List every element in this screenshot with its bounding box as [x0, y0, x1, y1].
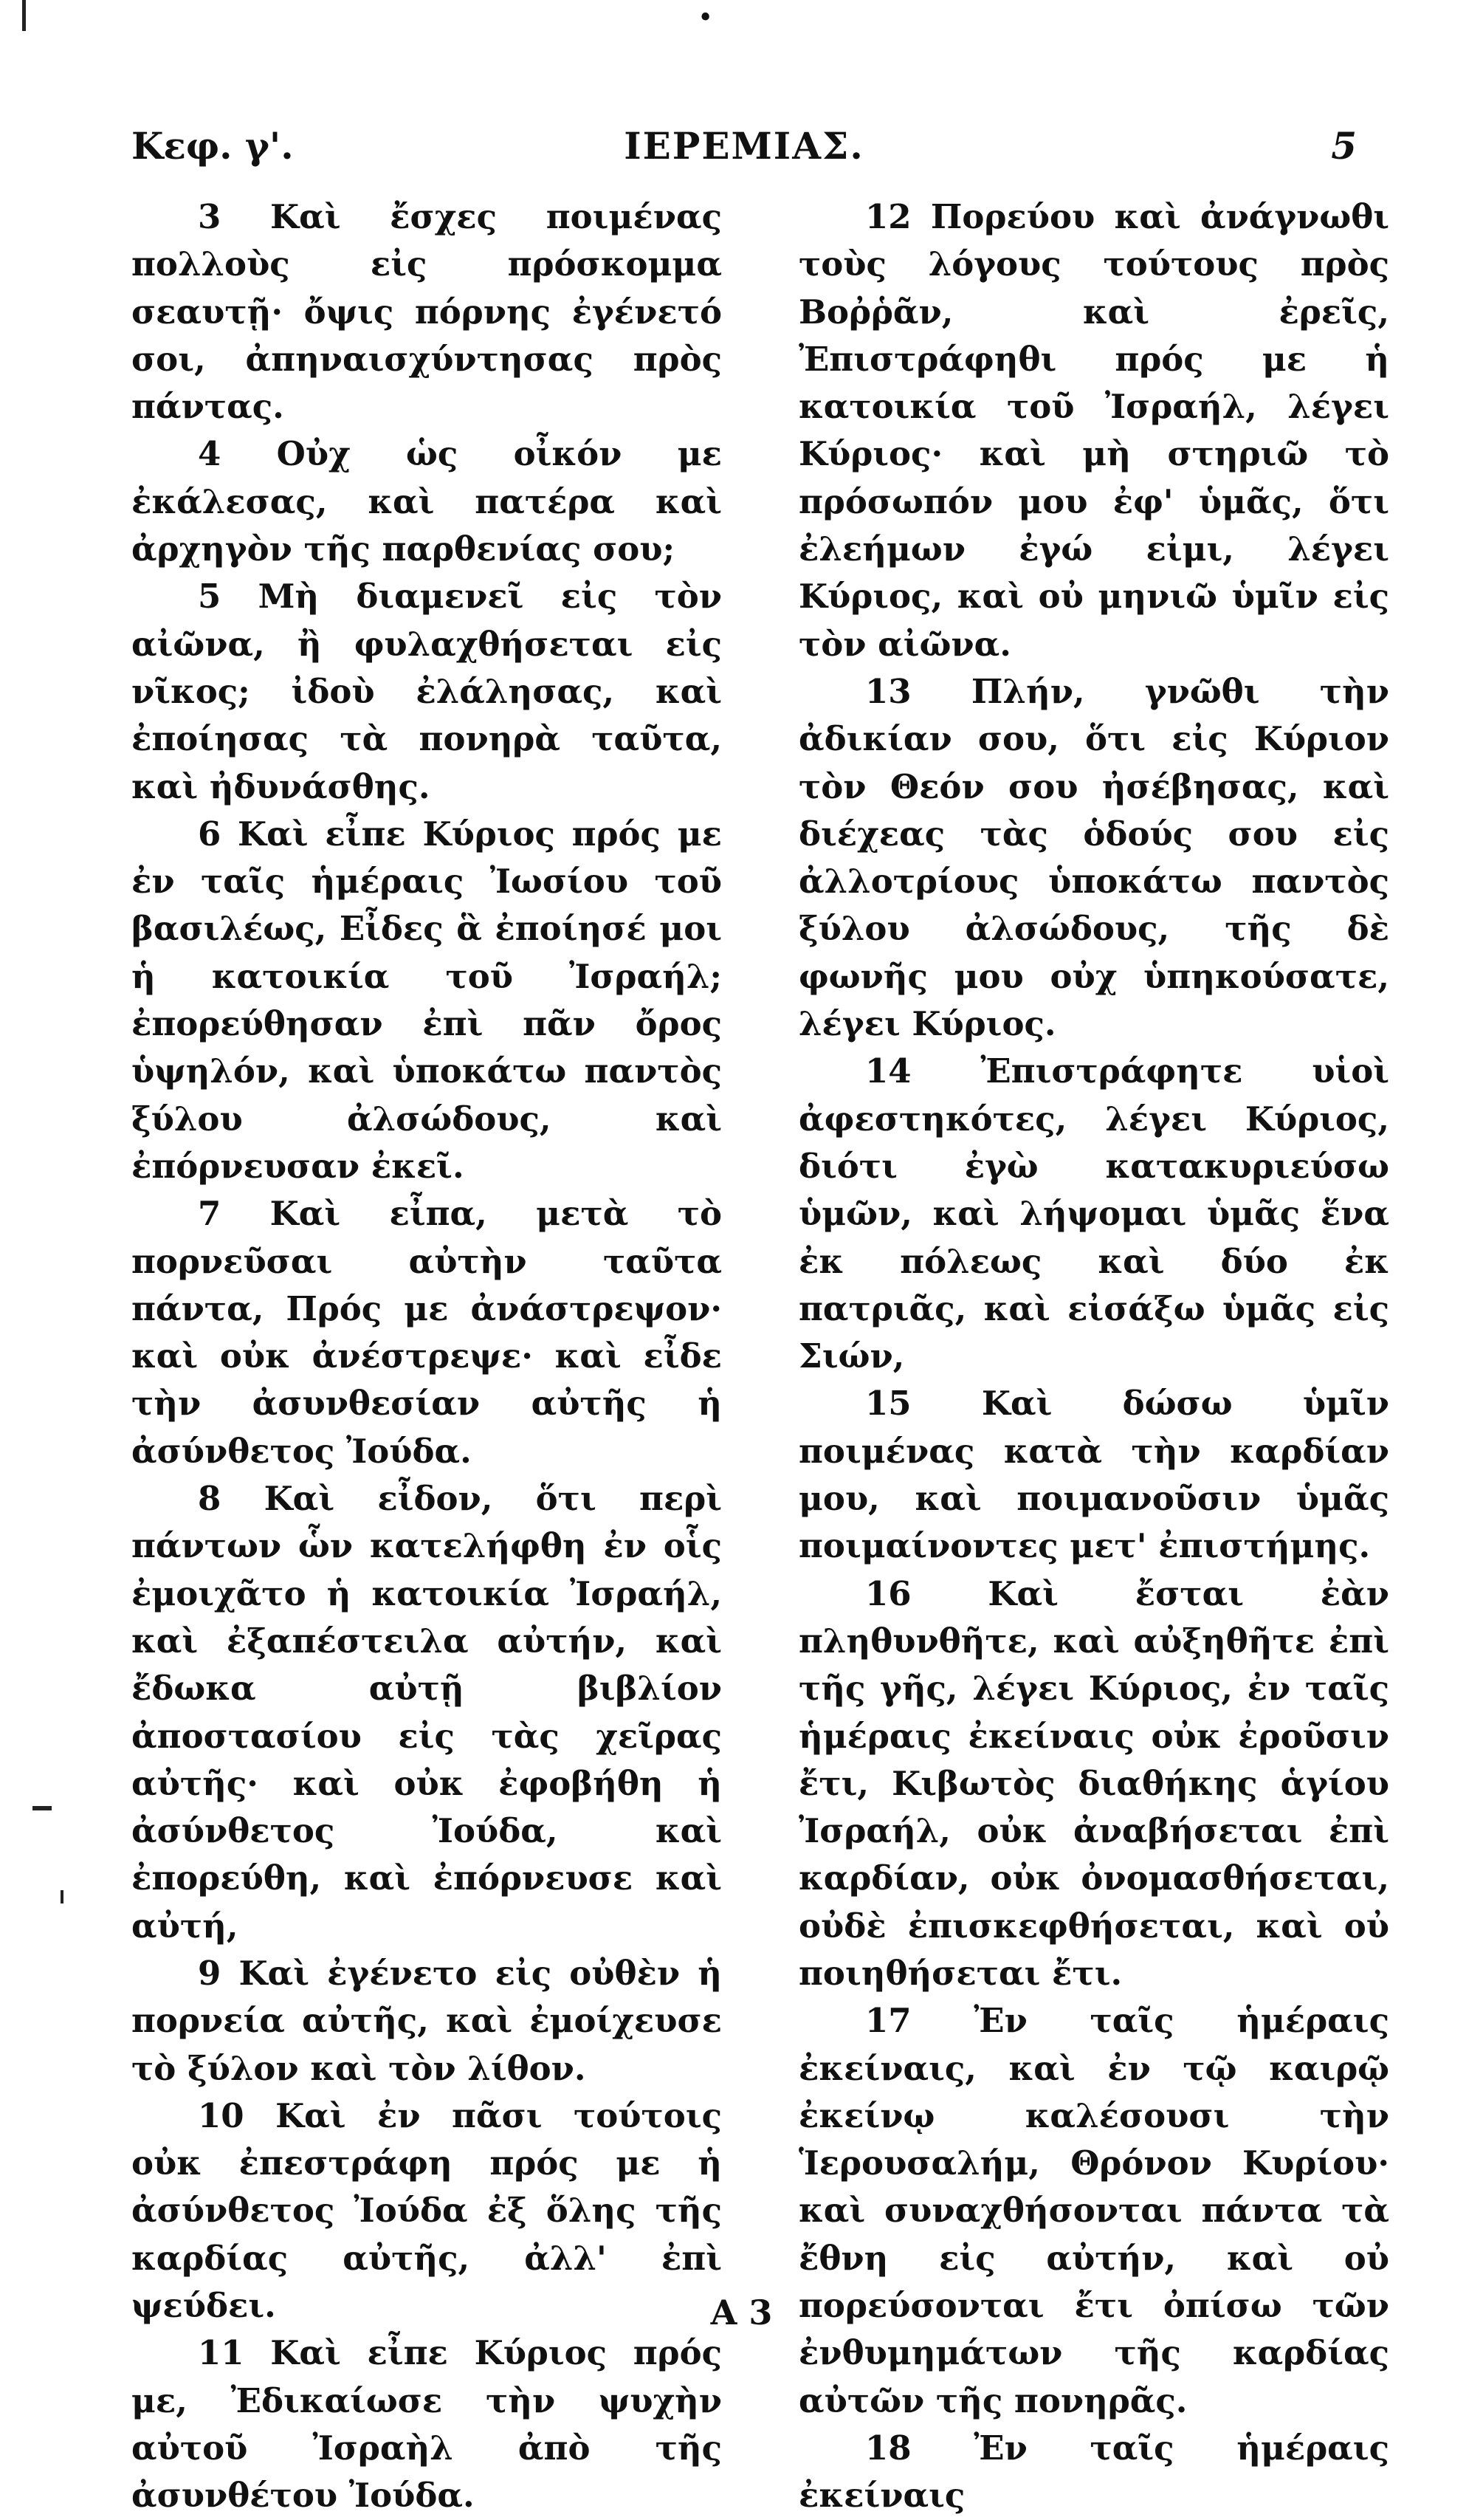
margin-tick	[61, 1890, 63, 1903]
verse-5: 5 Μὴ διαμενεῖ εἰς τὸν αἰῶνα, ἢ φυλαχθήσεται εἰς νῖκος; ἰδοὺ ἐλάλησας, καὶ ἐποίησας τὰ πονηρὰ ταῦτα, καὶ ἠδυνάσθης.	[131, 577, 722, 806]
chapter-label: Κεφ. γ'.	[131, 124, 294, 168]
verse-16: 16 Καὶ ἔσται ἐὰν πληθυνθῆτε, καὶ αὐξηθῆτε ἐπὶ τῆς γῆς, λέγει Κύριος, ἐν ταῖς ἡμέραις ἐκείναις οὐκ ἐροῦσιν ἔτι, Κιβωτὸς διαθήκης ἁγίου Ἰσραήλ, οὐκ ἀναβήσεται ἐπὶ καρδίαν, οὐκ ὀνομασθήσεται, οὐδὲ ἐπισκεφθήσεται, καὶ οὐ ποιηθήσεται ἔτι.	[799, 1573, 1389, 1993]
verse-3: 3 Καὶ ἔσχες ποιμένας πολλοὺς εἰς πρόσκομμα σεαυτῇ· ὄψις πόρνης ἐγένετό σοι, ἀπηναισχύντησας πρὸς πάντας.	[131, 197, 722, 427]
verse-17: 17 Ἐν ταῖς ἡμέραις ἐκείναις, καὶ ἐν τῷ καιρῷ ἐκείνῳ καλέσουσι τὴν Ἱερουσαλήμ, Θρόνον Κυρίου· καὶ συναχθήσονται πάντα τὰ ἔθνη εἰς αὐτήν, καὶ οὐ πορεύσονται ἔτι ὀπίσω τῶν ἐνθυμημάτων τῆς καρδίας αὐτῶν τῆς πονηρᾶς.	[799, 2001, 1389, 2420]
verse-7: 7 Καὶ εἶπα, μετὰ τὸ πορνεῦσαι αὐτὴν ταῦτα πάντα, Πρός με ἀνάστρεψον· καὶ οὐκ ἀνέστρεψε· καὶ εἶδε τὴν ἀσυνθεσίαν αὐτῆς ἡ ἀσύνθετος Ἰούδα.	[131, 1194, 722, 1471]
signature-mark: A 3	[710, 2293, 773, 2332]
running-header	[131, 117, 1357, 176]
left-column	[131, 193, 722, 2520]
verse-9: 9 Καὶ ἐγένετο εἰς οὐθὲν ἡ πορνεία αὐτῆς, καὶ ἐμοίχευσε τὸ ξύλον καὶ τὸν λίθον.	[131, 1953, 722, 2088]
verse-6: 6 Καὶ εἶπε Κύριος πρός με ἐν ταῖς ἡμέραις Ἰωσίου τοῦ βασιλέως, Εἶδες ἃ ἐποίησέ μοι ἡ κατοικία τοῦ Ἰσραήλ; ἐπορεύθησαν ἐπὶ πᾶν ὄρος ὑψηλόν, καὶ ὑποκάτω παντὸς ξύλου ἀλσώδους, καὶ ἐπόρνευσαν ἐκεῖ.	[131, 814, 722, 1186]
verse-14: 14 Ἐπιστράφητε υἱοὶ ἀφεστηκότες, λέγει Κύριος, διότι ἐγὼ κατακυριεύσω ὑμῶν, καὶ λήψομαι ὑμᾶς ἕνα ἐκ πόλεως καὶ δύο ἐκ πατριᾶς, καὶ εἰσάξω ὑμᾶς εἰς Σιών,	[799, 1051, 1389, 1376]
page-number: 5	[1331, 124, 1357, 168]
margin-dash	[32, 1806, 52, 1810]
verse-11: 11 Καὶ εἶπε Κύριος πρός με, Ἐδικαίωσε τὴν ψυχὴν αὐτοῦ Ἰσραὴλ ἀπὸ τῆς ἀσυνθέτου Ἰούδα.	[131, 2333, 722, 2516]
verse-18: 18 Ἐν ταῖς ἡμέραις ἐκείναις	[799, 2428, 1389, 2516]
verse-12: 12 Πορεύου καὶ ἀνάγνωθι τοὺς λόγους τούτους πρὸς Βοῤῥᾶν, καὶ ἐρεῖς, Ἐπιστράφηθι πρός με ἡ κατοικία τοῦ Ἰσραήλ, λέγει Κύριος· καὶ μὴ στηριῶ τὸ πρόσωπόν μου ἐφ' ὑμᾶς, ὅτι ἐλεήμων ἐγώ εἰμι, λέγει Κύριος, καὶ οὐ μηνιῶ ὑμῖν εἰς τὸν αἰῶνα.	[799, 197, 1389, 664]
verse-4: 4 Οὐχ ὡς οἶκόν με ἐκάλεσας, καὶ πατέρα καὶ ἀρχηγὸν τῆς παρθενίας σου;	[131, 434, 722, 569]
right-column	[799, 193, 1389, 2520]
book-title: ΙΕΡΕΜΙΑΣ.	[624, 124, 864, 168]
verse-10: 10 Καὶ ἐν πᾶσι τούτοις οὐκ ἐπεστράφη πρός με ἡ ἀσύνθετος Ἰούδα ἐξ ὅλης τῆς καρδίας αὐτῆς, ἀλλ' ἐπὶ ψεύδει.	[131, 2095, 722, 2326]
page-edge-line	[22, 0, 26, 31]
verse-13: 13 Πλήν, γνῶθι τὴν ἀδικίαν σου, ὅτι εἰς Κύριον τὸν Θεόν σου ἠσέβησας, καὶ διέχεας τὰς ὁδούς σου εἰς ἀλλοτρίους ὑποκάτω παντὸς ξύλου ἀλσώδους, τῆς δὲ φωνῆς μου οὐχ ὑπηκούσατε, λέγει Κύριος.	[799, 671, 1389, 1044]
verse-15: 15 Καὶ δώσω ὑμῖν ποιμένας κατὰ τὴν καρδίαν μου, καὶ ποιμανοῦσιν ὑμᾶς ποιμαίνοντες μετ' ἐπιστήμης.	[799, 1384, 1389, 1566]
verse-8: 8 Καὶ εἶδον, ὅτι περὶ πάντων ὧν κατελήφθη ἐν οἷς ἐμοιχᾶτο ἡ κατοικία Ἰσραήλ, καὶ ἐξαπέστειλα αὐτήν, καὶ ἔδωκα αὐτῇ βιβλίον ἀποστασίου εἰς τὰς χεῖρας αὐτῆς· καὶ οὐκ ἐφοβήθη ἡ ἀσύνθετος Ἰούδα, καὶ ἐπορεύθη, καὶ ἐπόρνευσε καὶ αὐτή,	[131, 1479, 722, 1946]
top-ink-mark: •	[698, 3, 714, 33]
